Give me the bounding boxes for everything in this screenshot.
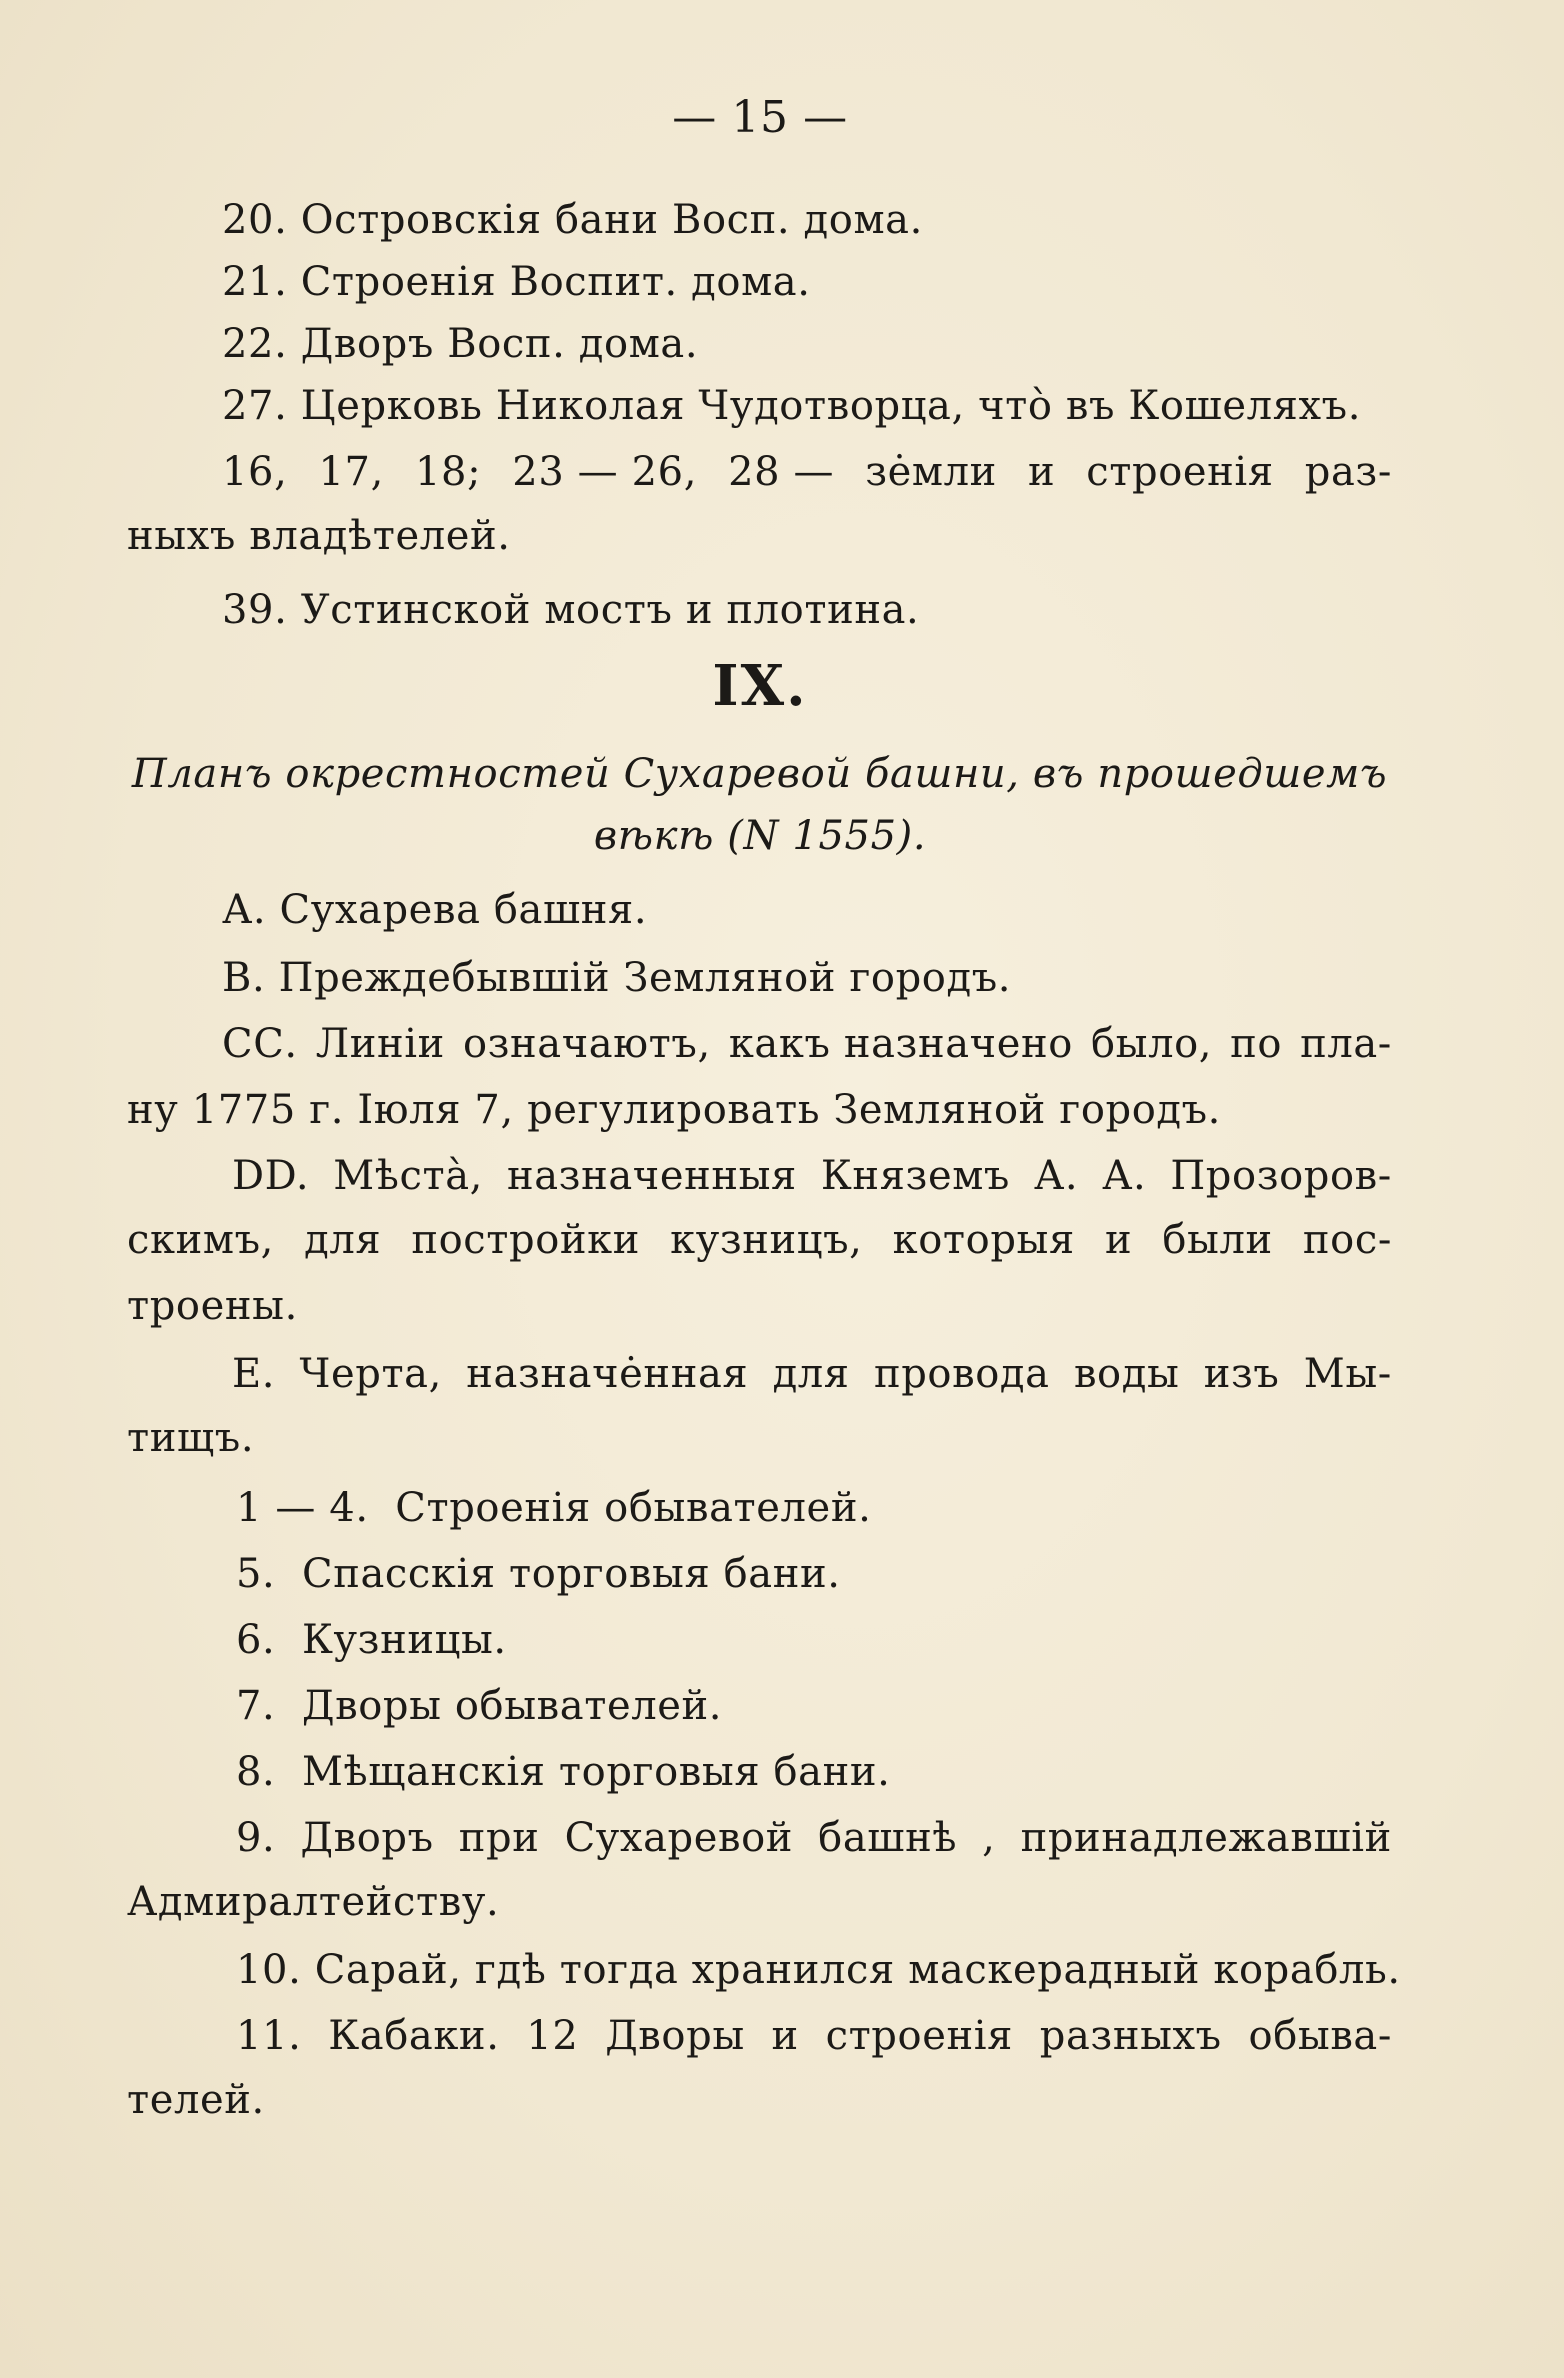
- plan-title-line-2: вѣкѣ (N 1555).: [593, 813, 927, 859]
- word: ,: [982, 1815, 996, 1861]
- item-10: 10. Сарай, гдѣ тогда хранился маскерадный корабль.: [236, 1947, 1401, 1993]
- word: башнѣ: [818, 1815, 958, 1861]
- word: обыва-: [1248, 2013, 1392, 2059]
- legend-dd-line: [232, 1150, 1392, 1202]
- item-7: 7. Дворы обывателей.: [236, 1683, 723, 1729]
- word: воды: [1073, 1351, 1180, 1397]
- item-8: 8. Мѣщанскія торговыя бани.: [236, 1749, 891, 1795]
- item-9-line: [236, 1812, 1392, 1864]
- word: для: [304, 1217, 382, 1263]
- legend-b: В. Преждебывшій Земляной городъ.: [222, 955, 1012, 1001]
- word: по: [1230, 1021, 1283, 1067]
- page-number: — 15 —: [672, 92, 848, 143]
- word: СС.: [222, 1021, 298, 1067]
- legend-dd-middle-line: [127, 1214, 1392, 1266]
- word: кузницъ,: [670, 1217, 863, 1263]
- word: при: [458, 1815, 540, 1861]
- word: Княземъ: [820, 1153, 1010, 1199]
- item-6: 6. Кузницы.: [236, 1617, 507, 1663]
- word: пла-: [1300, 1021, 1392, 1067]
- item-11-line: [236, 2010, 1392, 2062]
- item-20: 20. Островскія бани Восп. дома.: [222, 197, 923, 243]
- word: для: [772, 1351, 850, 1397]
- word: 12: [526, 2013, 579, 2059]
- word: Черта,: [299, 1351, 442, 1397]
- item-39: 39. Устинской мостъ и плотина.: [222, 587, 920, 633]
- plan-title-line-1: Планъ окрестностей Сухаревой башни, въ прошедшемъ: [131, 751, 1388, 797]
- word: которыя: [892, 1217, 1075, 1263]
- word: строенія: [825, 2013, 1013, 2059]
- item-5: 5. Спасскія торговыя бани.: [236, 1551, 841, 1597]
- word: какъ назначено: [728, 1021, 1073, 1067]
- legend-cc-line: [222, 1018, 1392, 1070]
- word: были: [1162, 1217, 1273, 1263]
- word: и: [1104, 1217, 1133, 1263]
- word: 18;: [415, 449, 482, 495]
- word: провода: [873, 1351, 1050, 1397]
- word: А.: [1033, 1153, 1079, 1199]
- word: назначе̇нная: [466, 1351, 749, 1397]
- word: постройки: [411, 1217, 640, 1263]
- legend-dd-continuation: троены.: [127, 1283, 298, 1329]
- item-27: 27. Церковь Николая Чудотворца, что̀ въ Кошеляхъ.: [222, 383, 1362, 429]
- word: скимъ,: [127, 1217, 274, 1263]
- legend-e-continuation: тищъ.: [127, 1415, 255, 1461]
- word: строенія: [1086, 449, 1274, 495]
- section-heading: IX.: [712, 653, 808, 719]
- item-22: 22. Дворъ Восп. дома.: [222, 321, 699, 367]
- word: пос-: [1302, 1217, 1392, 1263]
- word: Линіи: [315, 1021, 445, 1067]
- legend-e-line: [232, 1348, 1392, 1400]
- item-1-4: 1 — 4. Строенія обывателей.: [236, 1485, 872, 1531]
- word: 23 — 26,: [512, 449, 698, 495]
- item-9-continuation: Адмиралтейству.: [127, 1879, 500, 1925]
- word: А.: [1102, 1153, 1147, 1199]
- word: 11.: [236, 2013, 302, 2059]
- word: и: [1027, 449, 1056, 495]
- word: 9.: [236, 1815, 276, 1861]
- word: Мѣста̀,: [333, 1153, 483, 1199]
- word: DD.: [232, 1153, 310, 1199]
- word: Мы-: [1303, 1351, 1392, 1397]
- item-11-continuation: телей.: [127, 2077, 265, 2123]
- word: назначенныя: [506, 1153, 797, 1199]
- word: изъ: [1203, 1351, 1280, 1397]
- legend-a: А. Сухарева башня.: [222, 887, 648, 933]
- word: и: [771, 2013, 799, 2059]
- word: раз-: [1304, 449, 1392, 495]
- word: зе̇мли: [865, 449, 997, 495]
- word: Кабаки.: [328, 2013, 500, 2059]
- word: Дворъ: [300, 1815, 434, 1861]
- word: Сухаревой: [564, 1815, 794, 1861]
- word: означаютъ,: [462, 1021, 711, 1067]
- word: Е.: [232, 1351, 276, 1397]
- item-21: 21. Строенія Воспит. дома.: [222, 259, 811, 305]
- word: 16,: [222, 449, 288, 495]
- word: разныхъ: [1039, 2013, 1222, 2059]
- word: было,: [1090, 1021, 1213, 1067]
- word: принадлежавшій: [1020, 1815, 1392, 1861]
- item-16-28-continuation: ныхъ владѣтелей.: [127, 513, 511, 559]
- word: 28 —: [728, 449, 835, 495]
- item-16-28-line: [222, 446, 1392, 498]
- word: Прозоров-: [1170, 1153, 1392, 1199]
- word: 17,: [318, 449, 384, 495]
- word: Дворы: [605, 2013, 745, 2059]
- legend-cc-continuation: ну 1775 г. Іюля 7, регулировать Земляной городъ.: [127, 1087, 1221, 1133]
